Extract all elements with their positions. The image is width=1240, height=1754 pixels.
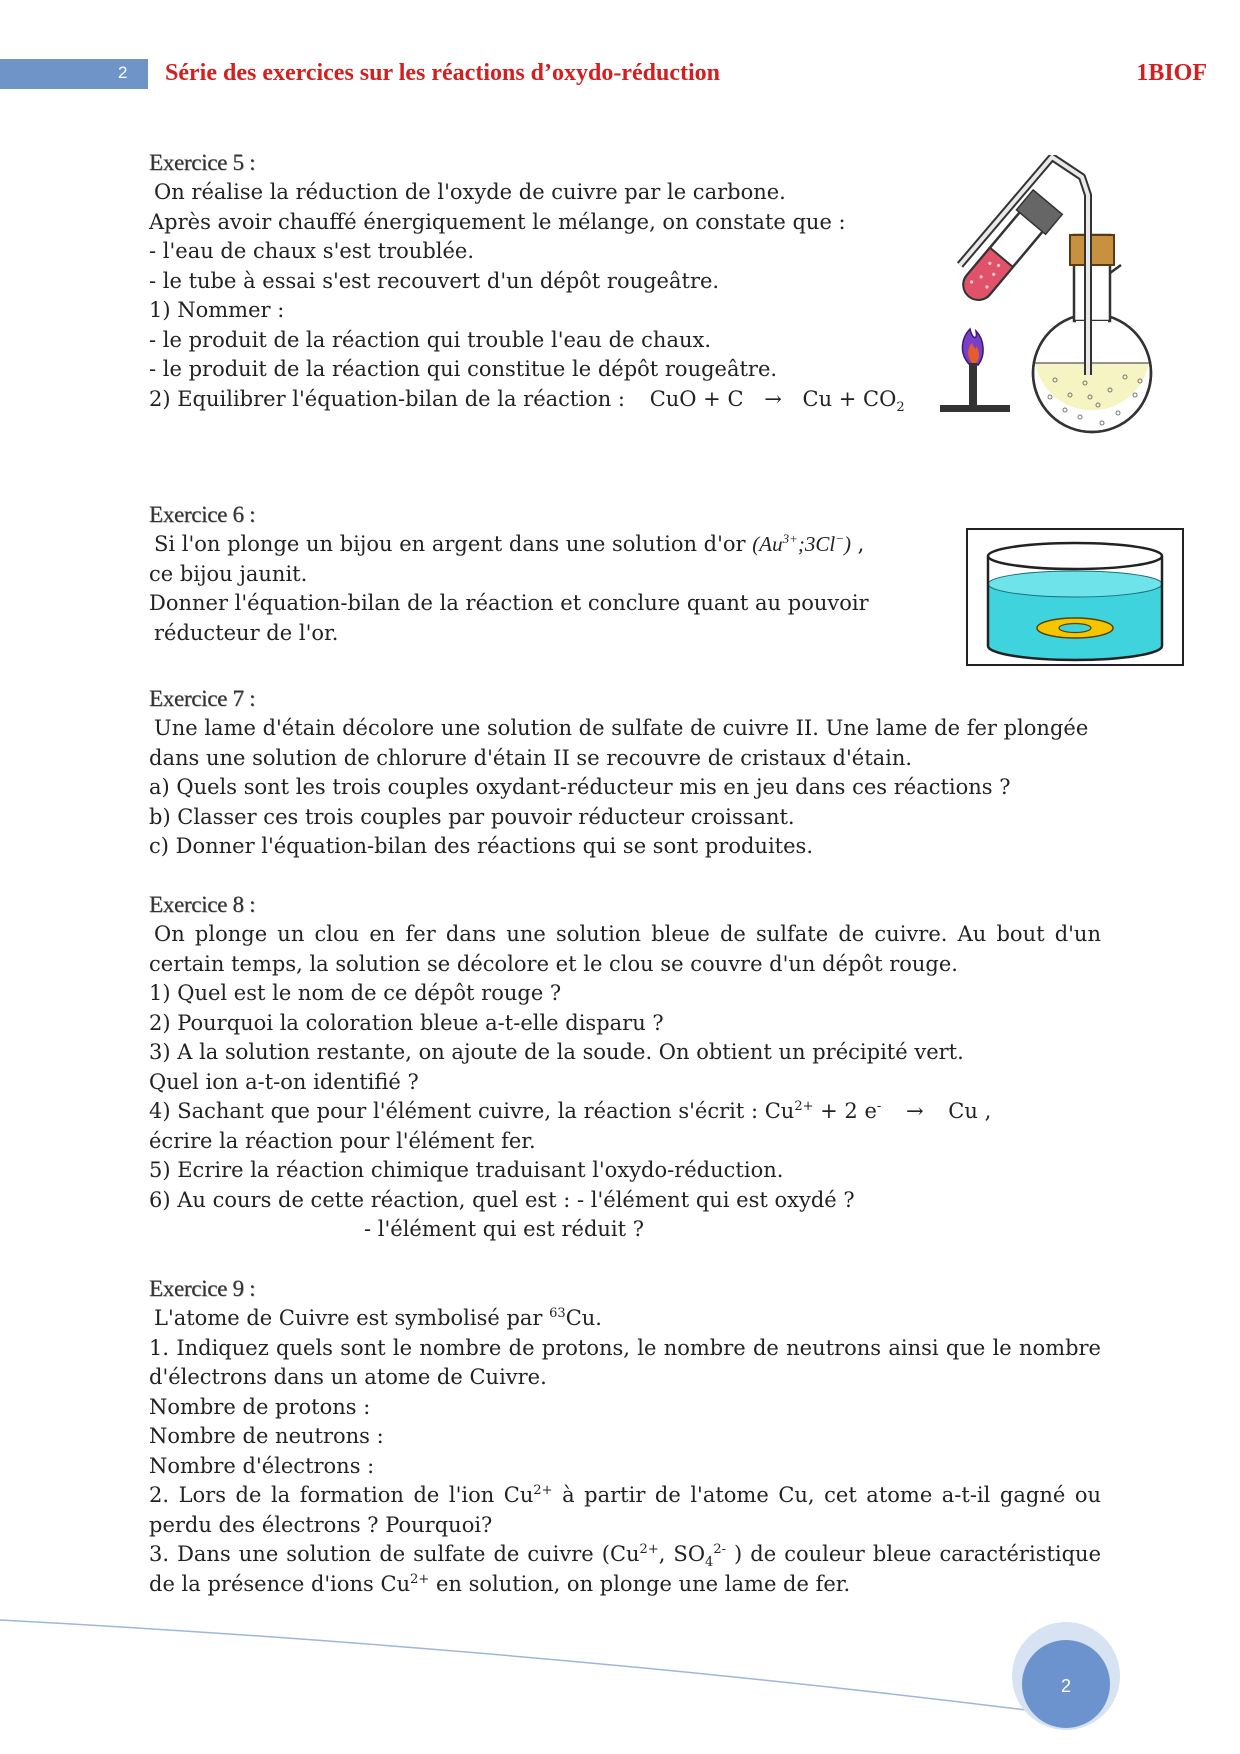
text-line: [149, 1097, 1101, 1127]
text-segment: + 2 e: [813, 1099, 877, 1123]
answer-field-label: Nombre de protons :: [149, 1394, 371, 1419]
text-line: 1) Nommer :: [149, 298, 285, 322]
footer-page-number: 2: [1060, 1676, 1072, 1696]
paren: (: [752, 532, 760, 556]
separator: ;3: [797, 532, 816, 556]
arrow-symbol: →: [764, 386, 782, 411]
paren: ): [844, 532, 851, 556]
text-line: On réalise la réduction de l'oxyde de cuivre par le carbone.: [154, 180, 786, 204]
text-line: [149, 1481, 1101, 1511]
text-line: Une lame d'étain décolore une solution de sulfate de cuivre II. Une lame de fer plongée: [154, 716, 1089, 740]
ion: Cl: [815, 532, 836, 556]
text-line: [149, 1540, 1101, 1570]
text-line: b) Classer ces trois couples par pouvoir réducteur croissant.: [149, 804, 795, 829]
exercise-title: Exercice 7 :: [149, 686, 256, 711]
text-line: certain temps, la solution se décolore et le clou se couvre d'un dépôt rouge.: [149, 951, 958, 976]
text-line: 1. Indiquez quels sont le nombre de protons, le nombre de neutrons ainsi que le nombre: [149, 1335, 1101, 1360]
text-line: Après avoir chauffé énergiquement le mélange, on constate que :: [149, 209, 846, 234]
text-line: - le produit de la réaction qui constitue le dépôt rougeâtre.: [149, 357, 778, 381]
text-line: d'électrons dans un atome de Cuivre.: [149, 1365, 547, 1389]
text-line: Quel ion a-t-on identifié ?: [149, 1069, 419, 1094]
document-title: Série des exercices sur les réactions d’oxydo-réduction: [165, 60, 721, 86]
text-segment: ) de couleur bleue caractéristique: [726, 1542, 1102, 1566]
text-segment: Cu.: [565, 1306, 602, 1330]
text-line: ce bijou jaunit.: [149, 561, 308, 586]
text-segment: Si l'on plonge un bijou en argent dans une solution d'or: [154, 532, 746, 556]
page-header: [0, 59, 1240, 89]
equation-rhs: Cu + CO: [802, 386, 897, 411]
text-segment: 3. Dans une solution de sulfate de cuivre (Cu: [149, 1542, 640, 1566]
subscript: 4: [705, 1555, 714, 1571]
exercise-title: Exercice 6 :: [149, 502, 256, 527]
charge: -: [876, 1099, 882, 1114]
text-segment: ,: [851, 532, 865, 556]
text-segment: de la présence d'ions Cu: [149, 1571, 411, 1596]
text-line: 1) Quel est le nom de ce dépôt rouge ?: [149, 981, 562, 1005]
exercise-title: Exercice 9 :: [149, 1276, 256, 1301]
text-line: [149, 1304, 1101, 1334]
text-line: On plonge un clou en fer dans une solution bleue de sulfate de cuivre. Au bout d'un: [154, 922, 1101, 946]
exercise-7: [149, 684, 1101, 862]
class-label: 1BIOF: [1136, 60, 1207, 86]
text-segment: 4) Sachant que pour l'élément cuivre, la réaction s'écrit : Cu: [149, 1099, 795, 1123]
charge: 2-: [713, 1542, 726, 1557]
charge: 2+: [794, 1099, 814, 1114]
text-segment: à partir de l'atome Cu, cet atome a-t-il gagné ou: [552, 1483, 1101, 1507]
text-line: dans une solution de chlorure d'étain II se recouvre de cristaux d'étain.: [149, 745, 913, 770]
equation-lhs: CuO + C: [649, 386, 744, 411]
page-footer: [0, 1590, 1240, 1754]
exercise-9: [149, 1274, 1101, 1599]
formula: [752, 532, 851, 556]
text-line: [149, 530, 1101, 560]
text-segment: Cu ,: [948, 1099, 992, 1123]
text-line: - le produit de la réaction qui trouble l'eau de chaux.: [149, 327, 712, 352]
text-line: réducteur de l'or.: [154, 620, 339, 645]
arrow-symbol: →: [906, 1099, 924, 1123]
text-line: 2) Pourquoi la coloration bleue a-t-elle disparu ?: [149, 1010, 664, 1035]
charge: 2+: [533, 1483, 553, 1498]
mass-number: 63: [549, 1306, 566, 1321]
footer-line: [0, 1620, 1090, 1718]
text-line: Donner l'équation-bilan de la réaction et conclure quant au pouvoir: [149, 591, 869, 615]
text-line: - l'eau de chaux s'est troublée.: [149, 239, 475, 263]
exercise-title: Exercice 8 :: [149, 892, 256, 917]
answer-field-label: Nombre de neutrons :: [149, 1424, 384, 1448]
charge: 2+: [639, 1542, 659, 1557]
text-line: écrire la réaction pour l'élément fer.: [149, 1128, 536, 1153]
text-line: a) Quels sont les trois couples oxydant-réducteur mis en jeu dans ces réactions ?: [149, 775, 1011, 799]
bunsen-burner: [969, 363, 977, 407]
charge: −: [835, 531, 844, 546]
text-line: c) Donner l'équation-bilan des réactions qui se sont produites.: [149, 834, 813, 858]
jewel-in-solution-figure: [966, 528, 1184, 666]
text-line: perdu des électrons ? Pourquoi?: [149, 1512, 493, 1537]
heating-apparatus-figure: [940, 155, 1180, 445]
question-text: 2) Equilibrer l'équation-bilan de la réaction :: [149, 386, 625, 411]
exercise-title: Exercice 5 :: [149, 150, 256, 175]
text-segment: en solution, on plonge une lame de fer.: [429, 1571, 851, 1596]
answer-field-label: Nombre d'électrons :: [149, 1453, 375, 1478]
charge: 3+: [782, 531, 798, 546]
exercise-8: [149, 890, 1101, 1245]
ion: Au: [759, 532, 783, 556]
subscript: 2: [896, 399, 905, 415]
header-page-number: 2: [118, 63, 128, 82]
text-segment: 2. Lors de la formation de l'ion Cu: [149, 1483, 534, 1507]
exercise-6: [149, 500, 1101, 648]
charge: 2+: [410, 1571, 430, 1587]
text-line: 5) Ecrire la réaction chimique traduisant l'oxydo-réduction.: [149, 1158, 784, 1182]
text-segment: L'atome de Cuivre est symbolisé par: [154, 1306, 550, 1330]
text-line: 3) A la solution restante, on ajoute de la soude. On obtient un précipité vert.: [149, 1040, 964, 1064]
text-segment: , SO: [658, 1542, 706, 1566]
text-line: - l'élément qui est réduit ?: [364, 1217, 645, 1241]
text-line: 6) Au cours de cette réaction, quel est : - l'élément qui est oxydé ?: [149, 1187, 855, 1212]
text-line: - le tube à essai s'est recouvert d'un dépôt rougeâtre.: [149, 268, 720, 293]
